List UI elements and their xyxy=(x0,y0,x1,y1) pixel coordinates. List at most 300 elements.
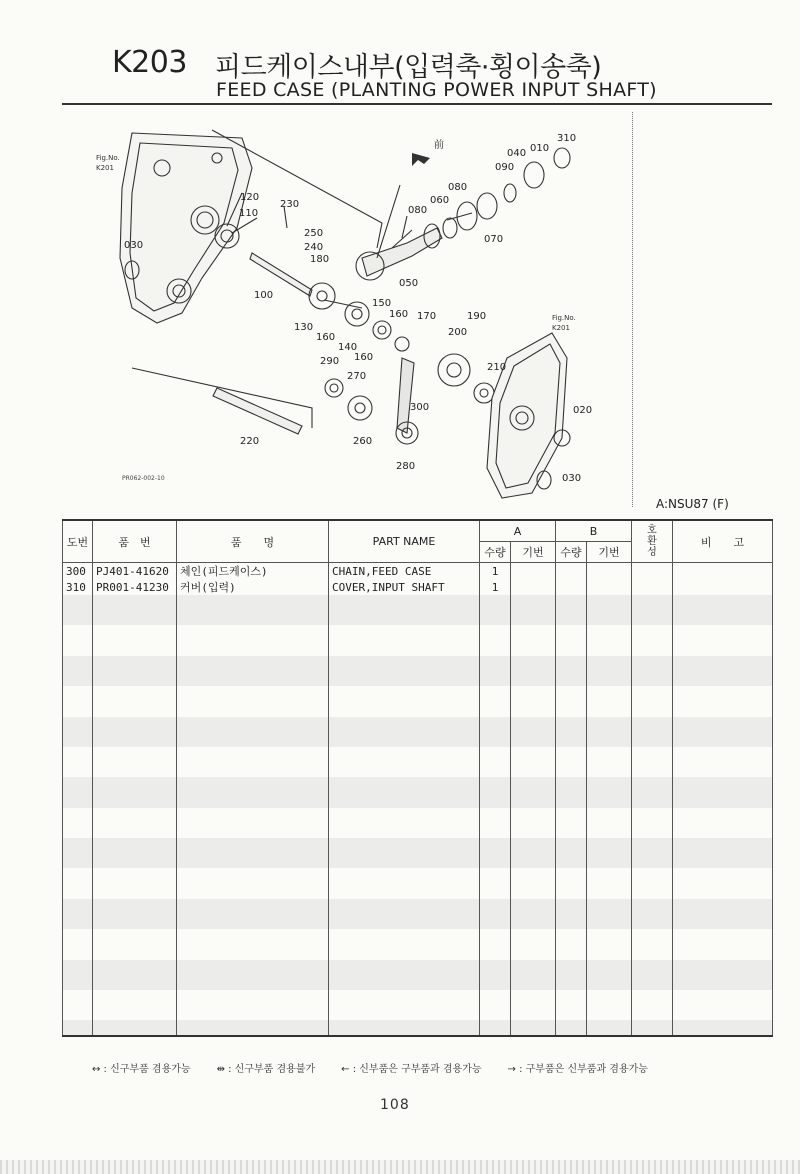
table-cell-interchange xyxy=(632,899,673,914)
table-cell-model-b xyxy=(587,1005,632,1020)
table-cell-model-a xyxy=(511,792,556,807)
table-cell-part-no xyxy=(93,808,177,823)
table-cell-model-a xyxy=(511,990,556,1005)
callout-label: 160 xyxy=(389,309,409,320)
table-cell-part-no xyxy=(93,838,177,853)
col-header-qty-b: 수량 xyxy=(556,542,587,563)
table-cell-no xyxy=(63,808,93,823)
fig-ref-right-num: K201 xyxy=(552,324,570,332)
table-cell-qty-a xyxy=(480,625,511,640)
table-cell-qty-b xyxy=(556,656,587,671)
callout-label: 030 xyxy=(562,473,582,484)
table-cell-qty-a xyxy=(480,868,511,883)
table-cell-qty-a xyxy=(480,747,511,762)
table-cell-part-no xyxy=(93,656,177,671)
table-cell-name-en xyxy=(329,1020,480,1036)
table-cell-qty-a xyxy=(480,671,511,686)
col-header-no: 도번 xyxy=(63,520,93,563)
table-cell-remarks xyxy=(673,595,773,610)
table-cell-interchange xyxy=(632,686,673,701)
table-cell-interchange xyxy=(632,914,673,929)
table-cell-name-en xyxy=(329,747,480,762)
table-cell-remarks xyxy=(673,884,773,899)
table-cell-qty-a: 1 xyxy=(480,563,511,580)
table-cell-no xyxy=(63,625,93,640)
table-cell-model-b xyxy=(587,975,632,990)
table-cell-model-b xyxy=(587,641,632,656)
table-row xyxy=(63,990,773,1005)
table-cell-model-a xyxy=(511,671,556,686)
table-cell-interchange xyxy=(632,929,673,944)
table-cell-qty-a xyxy=(480,701,511,716)
table-cell-part-no xyxy=(93,868,177,883)
table-cell-no xyxy=(63,1020,93,1036)
table-cell-no xyxy=(63,610,93,625)
table-cell-model-a xyxy=(511,686,556,701)
table-cell-interchange xyxy=(632,960,673,975)
table-cell-name-ko xyxy=(177,717,329,732)
table-cell-interchange xyxy=(632,579,673,595)
table-cell-interchange xyxy=(632,747,673,762)
table-cell-model-a xyxy=(511,641,556,656)
callout-label: 120 xyxy=(240,192,260,203)
table-cell-interchange xyxy=(632,762,673,777)
parts-table xyxy=(62,519,772,1052)
table-cell-no xyxy=(63,1005,93,1020)
table-cell-interchange xyxy=(632,838,673,853)
table-cell-no xyxy=(63,686,93,701)
callout-label: 290 xyxy=(320,356,340,367)
table-cell-qty-a xyxy=(480,610,511,625)
table-cell-model-b xyxy=(587,762,632,777)
table-cell-name-en: COVER,INPUT SHAFT xyxy=(329,579,480,595)
table-cell-no xyxy=(63,656,93,671)
table-row xyxy=(63,914,773,929)
table-cell-model-b xyxy=(587,717,632,732)
col-header-remarks: 비 고 xyxy=(673,520,773,563)
table-cell-qty-a xyxy=(480,595,511,610)
table-cell-interchange xyxy=(632,595,673,610)
table-row xyxy=(63,1020,773,1036)
table-cell-qty-b xyxy=(556,975,587,990)
table-cell-qty-a xyxy=(480,732,511,747)
table-row xyxy=(63,777,773,792)
callout-label: 040 xyxy=(507,148,527,159)
callout-label: 020 xyxy=(573,405,593,416)
table-cell-model-a xyxy=(511,732,556,747)
table-cell-qty-a xyxy=(480,990,511,1005)
table-cell-no xyxy=(63,732,93,747)
table-cell-remarks xyxy=(673,975,773,990)
callout-label: 280 xyxy=(396,461,416,472)
page-number: 108 xyxy=(380,1097,410,1113)
col-header-interchange: 호 환 성 xyxy=(632,520,673,563)
table-row xyxy=(63,732,773,747)
table-cell-qty-a xyxy=(480,717,511,732)
table-cell-remarks xyxy=(673,838,773,853)
table-cell-name-ko xyxy=(177,914,329,929)
table-cell-interchange xyxy=(632,990,673,1005)
table-cell-qty-a xyxy=(480,960,511,975)
table-cell-name-en xyxy=(329,929,480,944)
col-header-model-b: 기번 xyxy=(587,542,632,563)
table-cell-interchange xyxy=(632,808,673,823)
callout-label: 170 xyxy=(417,311,437,322)
table-cell-name-ko xyxy=(177,595,329,610)
table-cell-qty-b xyxy=(556,610,587,625)
table-cell-no xyxy=(63,777,93,792)
table-cell-qty-a: 1 xyxy=(480,579,511,595)
table-cell-qty-b xyxy=(556,717,587,732)
table-cell-model-b xyxy=(587,884,632,899)
table-row xyxy=(63,975,773,990)
table-cell-name-en xyxy=(329,671,480,686)
table-cell-model-b xyxy=(587,595,632,610)
table-cell-name-ko xyxy=(177,671,329,686)
table-cell-qty-a xyxy=(480,838,511,853)
table-cell-model-a xyxy=(511,808,556,823)
callout-label: 200 xyxy=(448,327,468,338)
table-cell-interchange xyxy=(632,610,673,625)
table-cell-model-b xyxy=(587,701,632,716)
table-cell-name-en xyxy=(329,777,480,792)
table-cell-model-b xyxy=(587,656,632,671)
table-cell-qty-b xyxy=(556,899,587,914)
table-cell-model-a xyxy=(511,975,556,990)
table-row xyxy=(63,641,773,656)
table-cell-name-ko xyxy=(177,929,329,944)
table-cell-name-ko xyxy=(177,868,329,883)
table-cell-model-a xyxy=(511,823,556,838)
table-cell-remarks xyxy=(673,808,773,823)
table-row xyxy=(63,762,773,777)
callout-label: 160 xyxy=(354,352,374,363)
legend-item: → : 구부품은 신부품과 겸용가능 xyxy=(507,1064,648,1075)
table-row xyxy=(63,656,773,671)
table-cell-model-b xyxy=(587,914,632,929)
table-cell-name-en xyxy=(329,792,480,807)
callout-label: 150 xyxy=(372,298,392,309)
table-cell-model-b xyxy=(587,792,632,807)
table-cell-model-a xyxy=(511,625,556,640)
table-cell-model-b xyxy=(587,777,632,792)
fig-ref-left-num: K201 xyxy=(96,164,114,172)
table-cell-part-no: PJ401-41620 xyxy=(93,563,177,580)
table-cell-part-no xyxy=(93,792,177,807)
table-cell-qty-b xyxy=(556,929,587,944)
table-cell-name-ko xyxy=(177,732,329,747)
table-cell-qty-b xyxy=(556,747,587,762)
table-cell-no xyxy=(63,868,93,883)
table-cell-remarks xyxy=(673,563,773,580)
table-cell-interchange xyxy=(632,823,673,838)
table-cell-remarks xyxy=(673,717,773,732)
table-cell-part-no xyxy=(93,1005,177,1020)
table-cell-name-en xyxy=(329,641,480,656)
table-cell-model-b xyxy=(587,1020,632,1036)
table-cell-remarks xyxy=(673,777,773,792)
table-cell-no xyxy=(63,914,93,929)
table-cell-qty-b xyxy=(556,1020,587,1036)
fig-ref-left: Fig.No. xyxy=(96,154,120,162)
exploded-diagram xyxy=(62,108,630,508)
front-label: 前 xyxy=(434,140,444,151)
model-code: A:NSU87 (F) xyxy=(656,497,729,511)
table-cell-name-ko xyxy=(177,990,329,1005)
col-header-qty-a: 수량 xyxy=(480,542,511,563)
table-cell-no xyxy=(63,671,93,686)
table-cell-remarks xyxy=(673,823,773,838)
page-title-korean: 피드케이스내부(입력축·횡이송축) xyxy=(215,52,602,83)
col-header-model-a: 기번 xyxy=(511,542,556,563)
table-cell-name-ko xyxy=(177,625,329,640)
table-row xyxy=(63,747,773,762)
callout-label: 230 xyxy=(280,199,300,210)
callout-label: 210 xyxy=(487,362,507,373)
table-cell-model-b xyxy=(587,686,632,701)
callout-label: 110 xyxy=(239,208,259,219)
table-cell-part-no xyxy=(93,899,177,914)
callout-label: 250 xyxy=(304,228,324,239)
callout-label: 190 xyxy=(467,311,487,322)
table-row xyxy=(63,960,773,975)
table-cell-remarks xyxy=(673,656,773,671)
table-cell-name-en xyxy=(329,990,480,1005)
table-cell-interchange xyxy=(632,884,673,899)
table-cell-qty-a xyxy=(480,1020,511,1036)
table-cell-qty-b xyxy=(556,777,587,792)
table-cell-remarks xyxy=(673,1020,773,1036)
table-cell-interchange xyxy=(632,853,673,868)
table-cell-remarks xyxy=(673,792,773,807)
table-cell-qty-a xyxy=(480,914,511,929)
table-cell-qty-b xyxy=(556,914,587,929)
table-row xyxy=(63,595,773,610)
table-cell-model-a xyxy=(511,656,556,671)
table-cell-qty-b xyxy=(556,671,587,686)
table-cell-name-ko xyxy=(177,884,329,899)
table-cell-part-no xyxy=(93,641,177,656)
table-cell-model-a xyxy=(511,563,556,580)
table-cell-name-en xyxy=(329,853,480,868)
table-cell-name-ko xyxy=(177,838,329,853)
table-row xyxy=(63,884,773,899)
table-cell-remarks xyxy=(673,579,773,595)
table-cell-no xyxy=(63,717,93,732)
table-cell-qty-b xyxy=(556,732,587,747)
table-row xyxy=(63,563,773,580)
table-cell-part-no xyxy=(93,732,177,747)
table-cell-qty-a xyxy=(480,823,511,838)
table-cell-name-ko xyxy=(177,975,329,990)
table-cell-part-no xyxy=(93,1020,177,1036)
table-cell-qty-a xyxy=(480,777,511,792)
fig-ref-right: Fig.No. xyxy=(552,314,576,322)
table-cell-name-ko xyxy=(177,762,329,777)
table-cell-interchange xyxy=(632,975,673,990)
table-cell-remarks xyxy=(673,732,773,747)
table-cell-model-b xyxy=(587,990,632,1005)
table-cell-part-no xyxy=(93,701,177,716)
table-cell-remarks xyxy=(673,929,773,944)
table-cell-remarks xyxy=(673,762,773,777)
table-row xyxy=(63,717,773,732)
table-cell-qty-b xyxy=(556,944,587,959)
table-cell-model-b xyxy=(587,838,632,853)
table-cell-remarks xyxy=(673,868,773,883)
table-cell-model-b xyxy=(587,868,632,883)
table-cell-remarks xyxy=(673,853,773,868)
table-cell-qty-b xyxy=(556,701,587,716)
table-cell-name-en xyxy=(329,823,480,838)
table-cell-name-en xyxy=(329,686,480,701)
table-cell-model-a xyxy=(511,944,556,959)
table-cell-qty-b xyxy=(556,868,587,883)
table-cell-interchange xyxy=(632,701,673,716)
table-cell-name-ko xyxy=(177,1020,329,1036)
table-cell-part-no xyxy=(93,823,177,838)
table-cell-no xyxy=(63,944,93,959)
table-cell-name-ko: 체인(피드케이스) xyxy=(177,563,329,580)
table-cell-interchange xyxy=(632,777,673,792)
table-cell-remarks xyxy=(673,747,773,762)
table-cell-remarks xyxy=(673,641,773,656)
table-row xyxy=(63,792,773,807)
table-row xyxy=(63,808,773,823)
table-row xyxy=(63,671,773,686)
table-cell-name-en xyxy=(329,944,480,959)
table-cell-model-a xyxy=(511,868,556,883)
table-cell-qty-a xyxy=(480,762,511,777)
diagram-divider xyxy=(632,112,633,507)
table-cell-no xyxy=(63,990,93,1005)
table-cell-qty-a xyxy=(480,641,511,656)
table-cell-remarks xyxy=(673,625,773,640)
legend-item: ← : 신부품은 구부품과 겸용가능 xyxy=(341,1064,482,1075)
table-row xyxy=(63,823,773,838)
table-row xyxy=(63,625,773,640)
callout-label: 100 xyxy=(254,290,274,301)
table-cell-model-b xyxy=(587,747,632,762)
table-cell-part-no xyxy=(93,777,177,792)
table-cell-remarks xyxy=(673,960,773,975)
table-cell-model-a xyxy=(511,701,556,716)
table-cell-no xyxy=(63,899,93,914)
table-cell-qty-a xyxy=(480,899,511,914)
table-cell-name-ko xyxy=(177,792,329,807)
table-cell-qty-b xyxy=(556,884,587,899)
callout-label: 240 xyxy=(304,242,324,253)
table-cell-name-ko xyxy=(177,899,329,914)
table-cell-qty-a xyxy=(480,808,511,823)
table-cell-name-en xyxy=(329,884,480,899)
table-cell-part-no xyxy=(93,884,177,899)
table-row xyxy=(63,610,773,625)
page-title-english: FEED CASE (PLANTING POWER INPUT SHAFT) xyxy=(216,79,657,101)
table-cell-part-no xyxy=(93,625,177,640)
table-cell-interchange xyxy=(632,717,673,732)
callout-label: 220 xyxy=(240,436,260,447)
callout-label: 080 xyxy=(408,205,428,216)
page-code: K203 xyxy=(112,45,187,80)
table-cell-qty-b xyxy=(556,762,587,777)
table-cell-name-ko xyxy=(177,656,329,671)
table-cell-qty-b xyxy=(556,792,587,807)
table-row xyxy=(63,701,773,716)
table-row xyxy=(63,838,773,853)
table-cell-qty-b xyxy=(556,853,587,868)
table-cell-no xyxy=(63,762,93,777)
table-cell-name-en: CHAIN,FEED CASE xyxy=(329,563,480,580)
table-cell-model-a xyxy=(511,853,556,868)
table-cell-name-en xyxy=(329,732,480,747)
table-cell-part-no xyxy=(93,717,177,732)
table-cell-name-ko xyxy=(177,610,329,625)
table-cell-model-a xyxy=(511,595,556,610)
footer-legend xyxy=(92,1060,752,1075)
diagram-drawing xyxy=(62,108,630,508)
col-header-group-b: B xyxy=(556,520,632,542)
table-cell-name-ko xyxy=(177,1005,329,1020)
table-cell-qty-a xyxy=(480,1005,511,1020)
table-cell-qty-a xyxy=(480,944,511,959)
table-cell-name-ko xyxy=(177,686,329,701)
table-cell-qty-b xyxy=(556,595,587,610)
table-cell-qty-a xyxy=(480,853,511,868)
table-cell-name-en xyxy=(329,975,480,990)
callout-label: 070 xyxy=(484,234,504,245)
table-cell-part-no xyxy=(93,671,177,686)
table-cell-qty-b xyxy=(556,641,587,656)
table-cell-part-no xyxy=(93,610,177,625)
table-cell-model-a xyxy=(511,960,556,975)
table-cell-name-en xyxy=(329,838,480,853)
table-cell-model-b xyxy=(587,610,632,625)
table-cell-part-no xyxy=(93,747,177,762)
table-cell-no xyxy=(63,823,93,838)
table-row xyxy=(63,868,773,883)
table-cell-remarks xyxy=(673,701,773,716)
table-cell-part-no xyxy=(93,686,177,701)
table-cell-interchange xyxy=(632,671,673,686)
table-cell-name-en xyxy=(329,808,480,823)
table-cell-remarks xyxy=(673,1005,773,1020)
table-cell-name-en xyxy=(329,914,480,929)
table-cell-name-en xyxy=(329,595,480,610)
table-cell-part-no xyxy=(93,944,177,959)
callout-label: 080 xyxy=(448,182,468,193)
table-cell-remarks xyxy=(673,610,773,625)
table-cell-part-no xyxy=(93,975,177,990)
table-cell-remarks xyxy=(673,914,773,929)
table-cell-no: 300 xyxy=(63,563,93,580)
table-cell-name-ko xyxy=(177,853,329,868)
table-cell-model-a xyxy=(511,717,556,732)
col-header-group-a: A xyxy=(480,520,556,542)
table-cell-remarks xyxy=(673,944,773,959)
table-cell-part-no xyxy=(93,990,177,1005)
table-cell-qty-b xyxy=(556,808,587,823)
table-cell-remarks xyxy=(673,686,773,701)
table-cell-qty-a xyxy=(480,884,511,899)
table-cell-no xyxy=(63,929,93,944)
table-cell-model-b xyxy=(587,944,632,959)
table-cell-no xyxy=(63,884,93,899)
table-cell-qty-b xyxy=(556,579,587,595)
table-cell-model-a xyxy=(511,884,556,899)
table-cell-no xyxy=(63,641,93,656)
table-cell-interchange xyxy=(632,563,673,580)
